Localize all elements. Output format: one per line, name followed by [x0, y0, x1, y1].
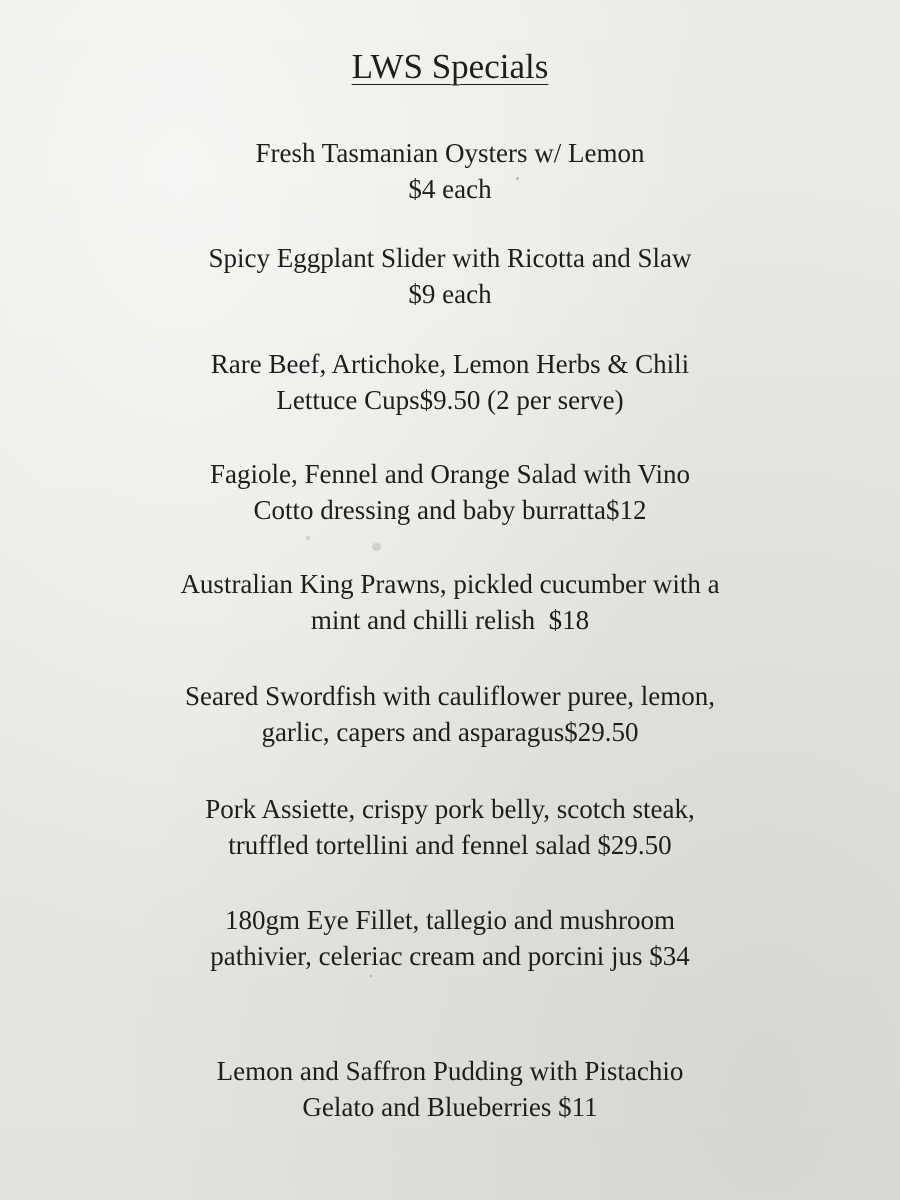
menu-item-pork-assiette: [0, 791, 900, 863]
menu-item-line: $4 each: [408, 174, 492, 204]
paper-speck: [370, 975, 372, 977]
menu-item-line: pathivier, celeriac cream and porcini jus $34: [210, 941, 690, 971]
paper-speck: [516, 177, 519, 180]
menu-item-line: 180gm Eye Fillet, tallegio and mushroom: [225, 905, 675, 935]
menu-item-eggplant-slider: [0, 240, 900, 312]
menu-item-line: Lemon and Saffron Pudding with Pistachio: [216, 1056, 684, 1086]
menu-title: LWS Specials: [351, 47, 549, 86]
menu-item-line: Gelato and Blueberries $11: [302, 1092, 598, 1122]
paper-speck: [306, 536, 310, 540]
menu-item-line: Cotto dressing and baby burratta$12: [253, 495, 647, 525]
menu-item-king-prawns: [0, 566, 900, 638]
menu-item-line: Fagiole, Fennel and Orange Salad with Vino: [209, 459, 691, 489]
menu-item-line: Rare Beef, Artichoke, Lemon Herbs & Chili: [210, 349, 690, 379]
menu-item-line: Lettuce Cups$9.50 (2 per serve): [276, 385, 624, 415]
menu-item-rare-beef: [0, 346, 900, 418]
menu-item-oysters: [0, 135, 900, 207]
menu-item-line: Spicy Eggplant Slider with Ricotta and Slaw: [208, 243, 692, 273]
menu-item-line: truffled tortellini and fennel salad $29.50: [228, 830, 672, 860]
menu-item-swordfish: [0, 678, 900, 750]
menu-item-line: Pork Assiette, crispy pork belly, scotch steak,: [205, 794, 695, 824]
menu-item-line: garlic, capers and asparagus$29.50: [261, 717, 639, 747]
menu-item-line: Fresh Tasmanian Oysters w/ Lemon: [255, 138, 645, 168]
menu-item-line: Australian King Prawns, pickled cucumber with a: [180, 569, 720, 599]
menu-item-line: $9 each: [408, 279, 492, 309]
menu-item-eye-fillet: [0, 902, 900, 974]
paper-speck: [372, 543, 381, 551]
menu-item-saffron-pudding: [0, 1053, 900, 1125]
menu-item-line: Seared Swordfish with cauliflower puree, lemon,: [184, 681, 716, 711]
menu-item-fagiole-salad: [0, 456, 900, 528]
menu-item-line: mint and chilli relish $18: [310, 605, 590, 635]
